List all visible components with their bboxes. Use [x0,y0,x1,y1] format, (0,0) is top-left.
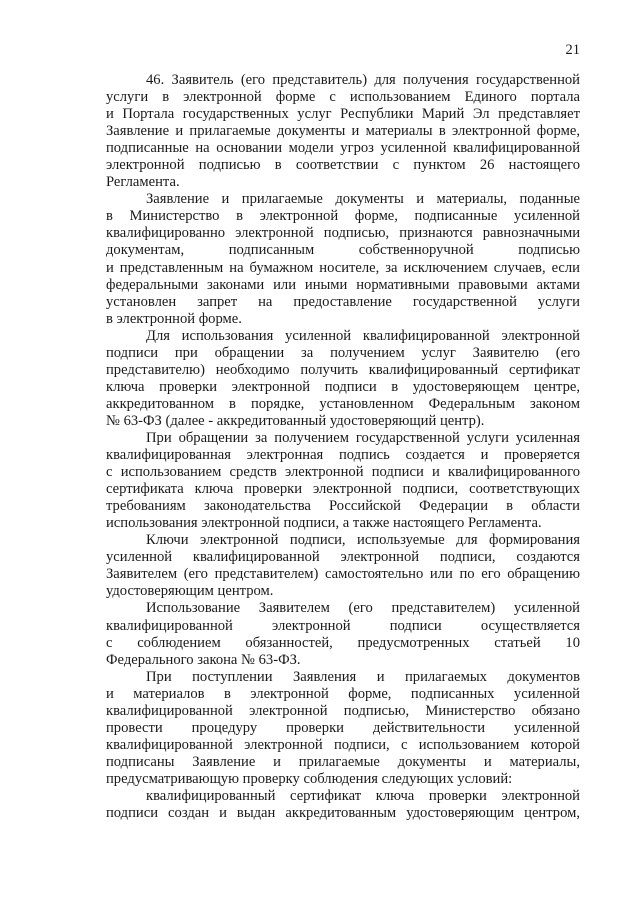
text-line: Использование Заявителем (его представителем) усиленной [146,600,580,617]
text-line: использования электронной подписи, а также настоящего Регламента. [106,515,542,532]
text-line: требованиям законодательства Российской Федерации в области [106,498,580,515]
text-line: удостоверяющим центром. [106,583,274,600]
text-line: провести процедуру проверки действительности усиленной [106,719,580,736]
text-line: и представленным на бумажном носителе, за исключением случаев, если [106,259,580,276]
text-line: квалифицированно электронной подписью, признаются равнозначными [106,225,580,242]
text-line: Заявление и прилагаемые документы и материалы в электронной форме, [106,123,580,140]
text-line: с использованием средств электронной подписи и квалифицированного [106,464,580,481]
text-line: 46. Заявитель (его представитель) для получения государственной [146,72,580,88]
text-line: Заявление и прилагаемые документы и материалы, поданные [146,191,580,208]
text-line: Регламента. [106,174,180,191]
paragraph [106,191,580,327]
text-line: квалифицированной электронной подписью, Министерство обязано [106,702,580,719]
paragraph [106,72,580,191]
text-line: услуги в электронной форме с использованием Единого портала [106,89,580,106]
text-line: подписаны Заявление и прилагаемые документы и материалы, [106,753,580,770]
text-line: в электронной форме. [106,310,242,327]
text-line: Федерального закона № 63-ФЗ. [106,651,301,668]
text-line: квалифицированной электронной подписи осуществляется [106,617,580,634]
text-line: представителю) необходимо получить квалифицированный сертификат [106,361,580,378]
text-line: предусматривающую проверку соблюдения следующих условий: [106,770,513,787]
text-line: Для использования усиленной квалифицированной электронной [146,327,580,344]
text-line: сертификата ключа проверки электронной подписи, соответствующих [106,481,580,498]
paragraph [106,328,580,430]
text-line: ключа проверки электронной подписи в удостоверяющем центре, [106,378,580,395]
text-line: Заявителем (его представителем) самостоятельно или по его обращению [106,566,580,583]
paragraph [106,532,580,600]
text-line: квалифицированной электронной подписи, с использованием которой [106,736,580,753]
text-line: документам, подписанным собственноручной подписью [106,242,580,259]
text-line: и материалов в электронной форме, подписанных усиленной [106,685,580,702]
page-number: 21 [565,42,580,58]
text-line: При обращении за получением государственной услуги усиленная [146,429,580,446]
paragraph [106,600,580,668]
text-line: подписи при обращении за получением услуг Заявителю (его [106,344,580,361]
text-line: подписи создан и выдан аккредитованным удостоверяющим центром, [106,805,580,822]
paragraph [106,788,580,822]
text-line: № 63-ФЗ (далее - аккредитованный удостоверяющий центр). [106,412,485,429]
text-line: квалифицированная электронная подпись создается и проверяется [106,447,580,464]
text-line: подписанные на основании модели угроз усиленной квалифицированной [106,140,580,157]
text-line: Ключи электронной подписи, используемые для формирования [146,532,580,549]
document-body [106,72,580,822]
text-line: При поступлении Заявления и прилагаемых документов [146,668,580,685]
text-line: электронной подписью в соответствии с пунктом 26 настоящего [106,157,580,174]
text-line: федеральными законами или иными нормативными правовыми актами [106,276,580,293]
text-line: установлен запрет на предоставление государственной услуги [106,293,580,310]
text-line: аккредитованном в порядке, установленном Федеральным законом [106,395,580,412]
text-line: усиленной квалифицированной электронной подписи, создаются [106,549,580,566]
text-line: и Портала государственных услуг Республики Марий Эл представляет [106,106,580,123]
text-line: квалифицированный сертификат ключа проверки электронной [146,787,580,804]
text-line: в Министерство в электронной форме, подписанные усиленной [106,208,580,225]
paragraph [106,669,580,788]
paragraph [106,430,580,532]
text-line: с соблюдением обязанностей, предусмотренных статьей 10 [106,634,580,651]
